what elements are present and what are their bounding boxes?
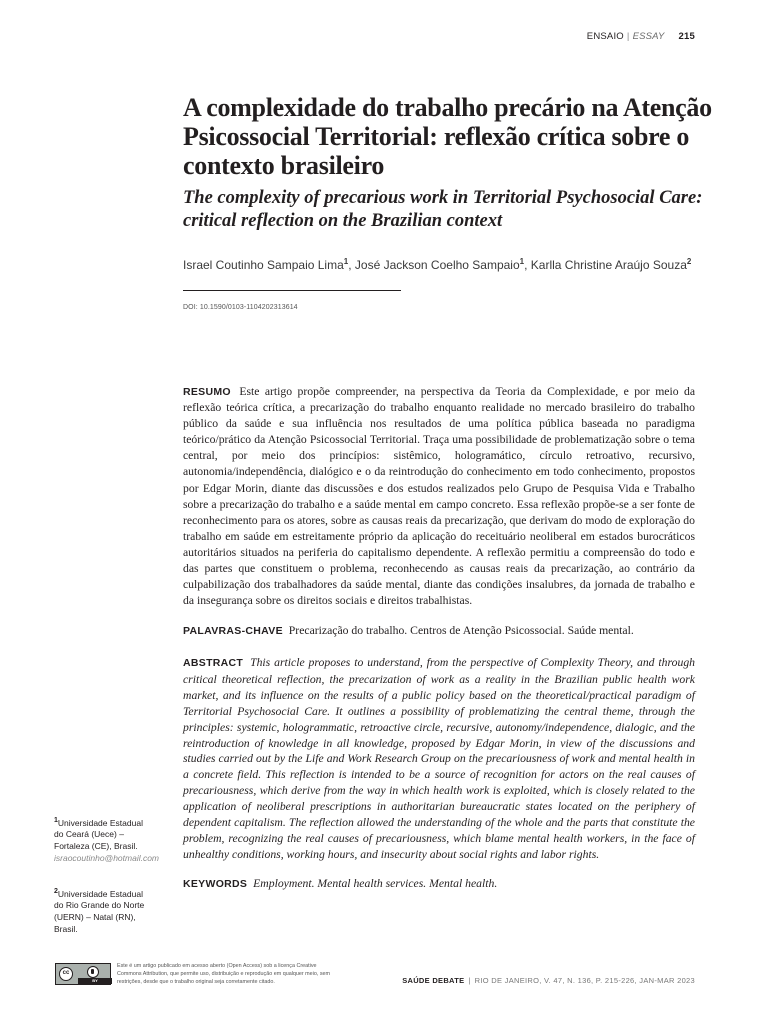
journal-name: SAÚDE DEBATE xyxy=(402,976,465,985)
author-divider xyxy=(183,290,401,291)
license-notice: Este é um artigo publicado em acesso aberto (Open Access) sob a licença Creative Commons Attribution, que permite uso, distribuição e reprodução em qualquer meio, sem restrições, desde que o trabalho original seja corretamente citado. xyxy=(117,963,331,986)
affiliation-number: 1 xyxy=(54,817,58,824)
abstract-paragraph xyxy=(183,655,695,863)
cc-icon: cc xyxy=(59,967,73,981)
affiliation-2 xyxy=(54,886,154,935)
keywords-text: Employment. Mental health services. Mental health. xyxy=(253,877,498,890)
creative-commons-by-badge[interactable] xyxy=(55,963,111,985)
header-separator: | xyxy=(626,31,630,42)
keywords-label: KEYWORDS xyxy=(183,878,248,890)
author-name: Karlla Christine Araújo Souza xyxy=(530,258,687,272)
abstract-label: ABSTRACT xyxy=(183,657,244,669)
author-affiliation-marker: 1 xyxy=(519,257,525,266)
palavras-chave-label: PALAVRAS-CHAVE xyxy=(183,625,283,637)
author-affiliation-marker: 1 xyxy=(343,257,349,266)
article-subtitle: The complexity of precarious work in Territorial Psychosocial Care: critical reflection on the Brazilian context xyxy=(183,188,703,231)
doi-link[interactable]: DOI: 10.1590/0103-1104202313614 xyxy=(183,304,298,311)
resumo-text: Este artigo propõe compreender, na perspectiva da Teoria da Complexidade, e por meio da reflexão teórica crítica, a precarização do trabalho enquanto realidade no mercado brasileiro do trabalho público da saúde e sua influência nos resultados de uma política pública baseada no paradigma teórico/prático da Atenção Psicossocial Territorial. Traça uma possibilidade de problematização sobre o tema central, por meio dos princípios: sistêmico, hologramático, círculo retroativo, recursivo, autonomia/independência, dialógico e o da reintrodução do conhecimento em todo conhecimento, propostos por Edgar Morin, diante das discussões e dos estudos realizados pelo Grupo de Pesquisa Vida e Trabalho sobre a precarização do trabalho e a saúde mental em campo concreto. Essa reflexão propõe-se a ser fonte de reconhecimento para os atores, sobre as causas reais da precarização, que derivam do modo de exploração do trabalho em saúde em estreitamente próprio da aplicação do receituário neoliberal em estados burocráticos autoritários situados na periferia do capitalismo dependente. A reflexão permitiu a compreensão do todo e das partes que constituem o problema, reconhecendo as causas reais da precarização, ao contrário da culpabilização dos trabalhadores da saúde mental, diante das condições insalubres, da jornada de trabalho e da insegurança sobre os direitos sociais e direitos trabalhistas. xyxy=(183,385,696,608)
affiliation-text: Universidade Estadual do Ceará (Uece) – Fortaleza (CE), Brasil. xyxy=(54,817,143,852)
page-number: 215 xyxy=(678,31,695,42)
author-name: Israel Coutinho Sampaio Lima xyxy=(183,258,344,272)
by-label: BY xyxy=(78,978,112,984)
author-name: José Jackson Coelho Sampaio xyxy=(354,258,520,272)
journal-footer xyxy=(402,976,695,985)
journal-citation: RIO DE JANEIRO, V. 47, N. 136, P. 215-226, JAN-MAR 2023 xyxy=(474,976,695,985)
affiliation-text: Universidade Estadual do Rio Grande do Norte (UERN) – Natal (RN), Brasil. xyxy=(54,888,145,934)
article-title: A complexidade do trabalho precário na Atenção Psicossocial Territorial: reflexão crítica sobre o contexto brasileiro xyxy=(183,93,712,180)
footer-separator: | xyxy=(468,976,471,985)
keywords-paragraph xyxy=(183,876,695,892)
abstract-text: This article proposes to understand, from the perspective of Complexity Theory, and through critical theoretical reflection, the precarization of work as a reality in the Brazilian public health work market, and its influence on the results of a public policy based on the theoretical/practical paradigm of Territorial Psychosocial Care. It outlines a possibility of problematizing the central theme, through the principles: systemic, hologrammatic, retroactive circle, recursive, autonomy/independence, dialogic, and the reintroduction of knowledge in all knowledge, proposed by Edgar Morin, in view of the discussions and studies carried out by the Life and Work Research Group on the precariousness of work and mental health in a concrete field. This reflection is intended to be a source of recognition for actors on the real causes of precariousness, which derive from the way in which health work is exploited, which is closely related to the application of neoliberal prescriptions in authoritarian bureaucratic states located on the periphery of dependent capitalism. The reflection allowed the understanding of the whole and the parts that constitute the problem, recognizing the real causes of precariousness, which blame mental health workers, in the face of unhealthy conditions, working hours, and insecurity about social rights and labor rights. xyxy=(183,656,696,861)
resumo-label: RESUMO xyxy=(183,386,231,398)
running-head xyxy=(587,31,695,42)
author-separator: , xyxy=(524,258,531,272)
author-list xyxy=(183,257,743,272)
palavras-chave-text: Precarização do trabalho. Centros de Atenção Psicossocial. Saúde mental. xyxy=(288,624,634,637)
author-affiliation-marker: 2 xyxy=(686,257,692,266)
resumo-paragraph xyxy=(183,384,695,609)
affiliation-1 xyxy=(54,815,160,864)
attribution-person-icon xyxy=(87,966,99,978)
affiliation-number: 2 xyxy=(54,888,58,895)
section-label: ENSAIO xyxy=(586,31,624,42)
author-email-link[interactable]: israocoutinho@hotmail.com xyxy=(54,852,160,863)
palavras-chave-paragraph xyxy=(183,623,695,639)
section-label-en: ESSAY xyxy=(632,31,665,42)
author-separator: , xyxy=(348,258,355,272)
